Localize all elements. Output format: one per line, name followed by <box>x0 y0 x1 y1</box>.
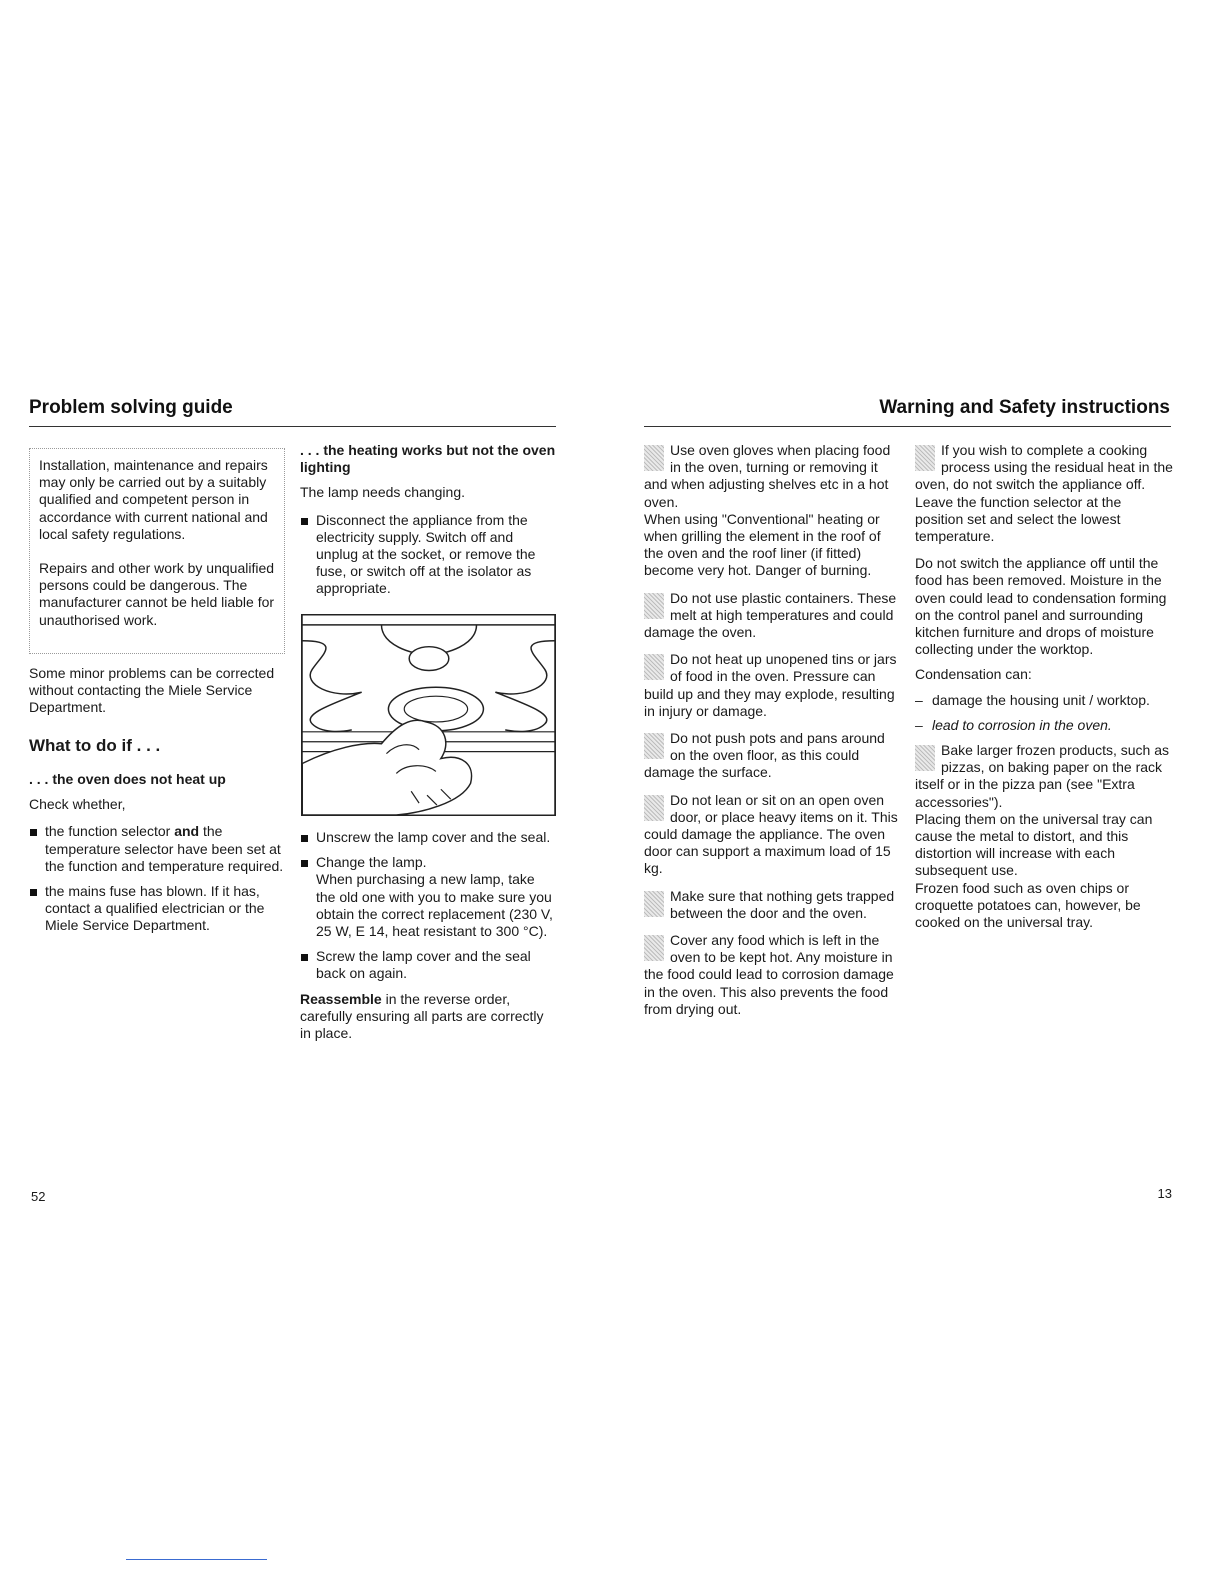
right-page-title: Warning and Safety instructions <box>879 397 1170 418</box>
warning-icon <box>644 654 664 680</box>
warning-box-text-1: Installation, maintenance and repairs may only be carried out by a suitably qualified and competent person in accordance with current national and local safety regulations. <box>39 457 268 542</box>
warning-cover-food: Cover any food which is left in the oven to be kept hot. Any moisture in the food could lead to corrosion damage in the oven. This also prevents the food from drying out. <box>644 932 894 1017</box>
lamp-bulb <box>409 647 449 671</box>
warning-icon <box>644 445 664 471</box>
warning-pots: Do not push pots and pans around on the oven floor, as this could damage the surface. <box>644 730 885 781</box>
left-page-number: 52 <box>31 1189 46 1204</box>
list-item: Change the lamp. When purchasing a new lamp, take the old one with you to make sure you obtain the correct replacement (230 V, 25 W, E 14, heat resistant to 300 °C). <box>300 854 558 940</box>
warning-tins: Do not heat up unopened tins or jars of food in the oven. Pressure can build up and they may explode, resulting in injury or damage. <box>644 651 897 719</box>
case-no-heat <box>29 771 287 943</box>
case-no-light <box>300 442 558 606</box>
warning-frozen-products: Bake larger frozen products, such as pizzas, on baking paper on the rack itself or in the pizza pan (see "Extra accessories"). Placing them on the universal tray can cause the metal to distort, and this distortion will increase with each subsequent use. Frozen food such as oven chips or croquette potatoes can, however, be cooked on the universal tray. <box>915 742 1170 931</box>
case-no-light-steps <box>300 829 558 1050</box>
warning-icon <box>644 891 664 917</box>
warning-oven-gloves: Use oven gloves when placing food in the oven, turning or removing it and when adjusting shelves etc in a hot oven. When using "Conventional" heating or when grilling the element in the roof of the oven and the roof liner (if fitted) become very hot. Danger of burning. <box>644 442 891 579</box>
case-no-heat-lead: Check whether, <box>29 796 126 813</box>
list-item: – damage the housing unit / worktop. <box>915 692 1173 709</box>
list-item: – lead to corrosion in the oven. <box>915 717 1173 734</box>
warning-residual-heat: If you wish to complete a cooking process using the residual heat in the oven, do not switch the appliance off. Leave the function selector at the position set and select the lowest temperature. <box>915 442 1173 545</box>
what-to-do-heading: What to do if . . . <box>29 736 161 755</box>
warnings-column-1 <box>644 442 902 1028</box>
warning-box-text-2: Repairs and other work by unqualified persons could be dangerous. The manufacturer cannot be held liable for unauthorised work. <box>39 560 275 628</box>
case-no-light-lead: The lamp needs changing. <box>300 484 465 501</box>
list-item: the function selector and the temperature selector have been set at the function and temperature required. <box>29 823 287 875</box>
left-title-rule <box>29 426 556 427</box>
list-item: Disconnect the appliance from the electricity supply. Switch off and unplug at the socket, or remove the fuse, or switch off at the isolator as appropriate. <box>300 512 558 598</box>
right-page-number: 13 <box>1157 1186 1172 1201</box>
warning-icon <box>644 795 664 821</box>
left-page-title: Problem solving guide <box>29 397 233 418</box>
case-no-light-heading: . . . the heating works but not the oven lighting <box>300 442 556 476</box>
warning-plastic: Do not use plastic containers. These melt at high temperatures and could damage the oven. <box>644 589 897 641</box>
warning-icon <box>915 745 935 771</box>
footer-link-rule <box>126 1559 267 1560</box>
warning-door-load: Do not lean or sit on an open oven door, or place heavy items on it. This could damage the appliance. The oven door can support a maximum load of 15 kg. <box>644 791 898 877</box>
safety-warning-box <box>29 448 285 654</box>
intro-text: Some minor problems can be corrected without contacting the Miele Service Department. <box>29 665 275 716</box>
list-item: Screw the lamp cover and the seal back on again. <box>300 948 558 982</box>
lamp-replacement-illustration <box>301 614 556 816</box>
warning-icon <box>644 593 664 619</box>
right-title-rule <box>644 426 1171 427</box>
warning-icon <box>644 733 664 759</box>
reassemble-text: Reassemble in the reverse order, carefully ensuring all parts are correctly in place. <box>300 990 544 1042</box>
warning-trapped: Make sure that nothing gets trapped between the door and the oven. <box>644 888 902 922</box>
warning-icon <box>644 935 664 961</box>
list-item: Unscrew the lamp cover and the seal. <box>300 829 558 846</box>
warning-icon <box>915 445 935 471</box>
warnings-column-2 <box>915 442 1173 941</box>
case-no-heat-heading: . . . the oven does not heat up <box>29 771 226 787</box>
condensation-lead: Condensation can: <box>915 666 1032 683</box>
condensation-text: Do not switch the appliance off until the food has been removed. Moisture in the oven could lead to condensation forming on the control panel and surrounding kitchen furniture and drops of moisture collecting under the worktop. <box>915 555 1167 658</box>
list-item: the mains fuse has blown. If it has, contact a qualified electrician or the Miele Service Department. <box>29 883 287 935</box>
